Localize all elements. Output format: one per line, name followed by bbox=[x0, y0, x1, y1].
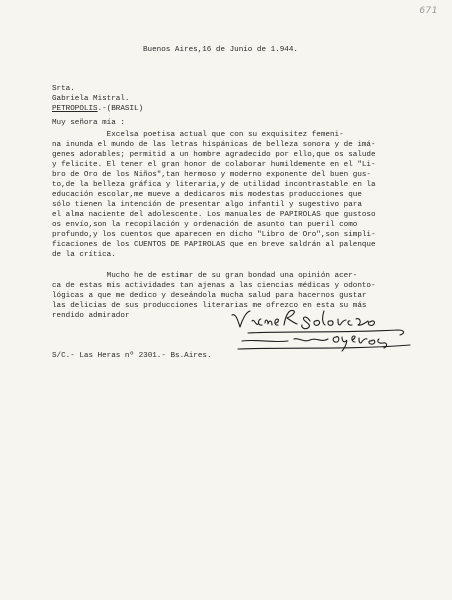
greeting: Muy señora mía : bbox=[52, 119, 125, 127]
paragraph-line: lógicas a que me dedico y deseándola mucha salud para hacernos gustar bbox=[52, 292, 367, 300]
paragraph-line: de la crítica. bbox=[52, 251, 116, 259]
date-line: Buenos Aires,16 de Junio de 1.944. bbox=[143, 46, 298, 54]
body-paragraph-1 bbox=[52, 130, 447, 260]
paragraph-line: ficaciones de los CUENTOS DE PAPIROLAS que en breve saldrán al palenque bbox=[52, 241, 376, 249]
paragraph-line: el alma naciente del adolescente. Los manuales de PAPIROLAS que gustoso bbox=[52, 211, 376, 219]
paragraph-line: sólo tienen la intención de presentar algo infantil y sugestivo para bbox=[52, 201, 362, 209]
paragraph-line: ca de estas mis actividades tan ajenas a las ciencias médicas y odonto- bbox=[52, 282, 376, 290]
paragraph-line: to,de la belleza gráfica y literaria,y de utilidad incontrastable en la bbox=[52, 181, 376, 189]
paragraph-line: Mucho he de estimar de su gran bondad una opinión acer- bbox=[52, 272, 358, 280]
paragraph-line: os envío,son la recopilación y ordenación de asunto tan pueril como bbox=[52, 221, 358, 229]
paragraph-line: bro de Oro de los Niños",tan hermoso y moderno exponente del buen gus- bbox=[52, 171, 371, 179]
handwritten-signature bbox=[228, 303, 418, 361]
paragraph-line: rendido admirador bbox=[52, 312, 130, 320]
recipient-country: .-(BRASIL) bbox=[97, 105, 144, 113]
paragraph-line: y felicite. El tener el gran honor de colaborar humildemente en el "Li- bbox=[52, 161, 376, 169]
paragraph-line: educación escolar,me mueve a dedicaros mis modestas producciones que bbox=[52, 191, 362, 199]
paragraph-line: profundo,y los cuentos que aparecen en dicho "Libro de Oro",son simpli- bbox=[52, 231, 376, 239]
paragraph-line: na inunda el mundo de las letras hispánicas de belleza sonora y de imá- bbox=[52, 141, 376, 149]
sender-address: S/C.- Las Heras nº 2301.- Bs.Aires. bbox=[52, 352, 212, 360]
archive-page-number: 671 bbox=[419, 6, 438, 16]
paragraph-line: Excelsa poetisa actual que con su exquisitez femeni- bbox=[52, 131, 344, 139]
paragraph-line: las delicias de sus producciones literarias me ofrezco en esta su más bbox=[52, 302, 367, 310]
recipient-name: Gabriela Mistral. bbox=[52, 95, 130, 103]
recipient-location bbox=[52, 104, 143, 114]
recipient-city: PETROPOLIS bbox=[52, 105, 98, 113]
recipient-title: Srta. bbox=[52, 85, 75, 93]
paragraph-line: genes adorables; permitid a un hombre agradecido por ello,que os salude bbox=[52, 151, 376, 159]
